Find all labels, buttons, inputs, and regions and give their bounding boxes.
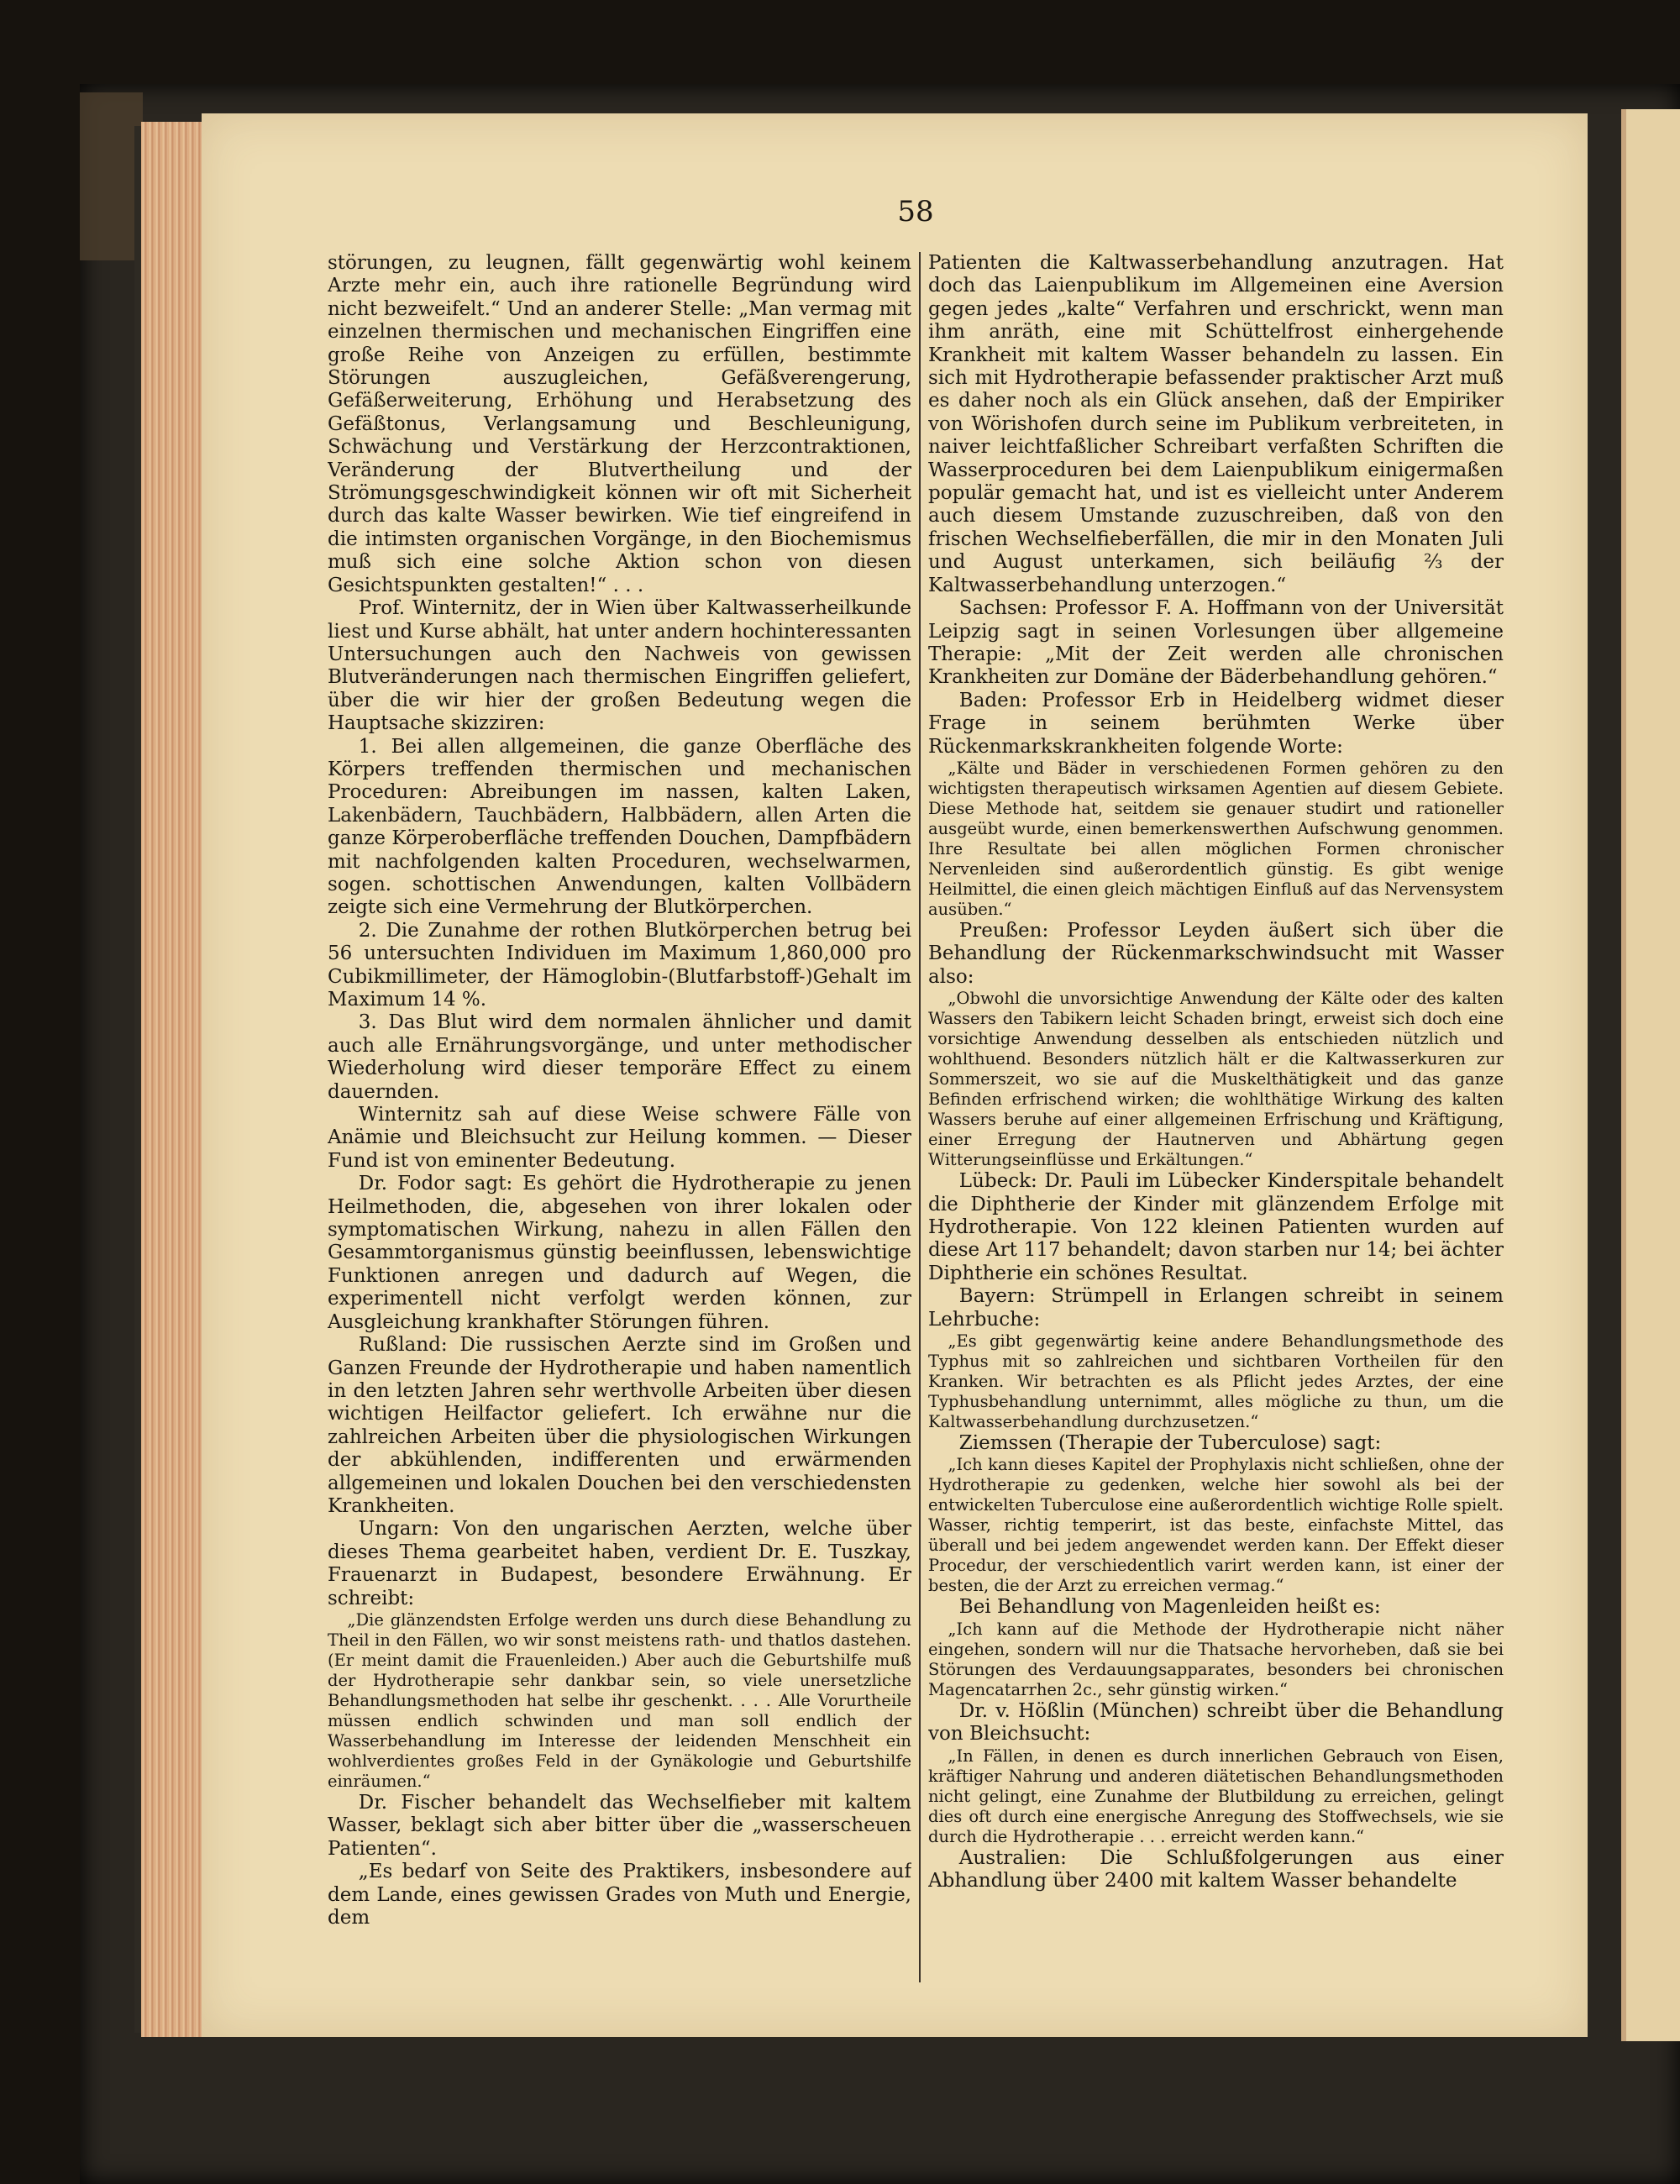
text-paragraph: 3. Das Blut wird dem normalen ähnlicher und damit auch alle Ernährungsvorgänge, und unter methodischer Wiederholung wird dieser temporäre Effect zu einem dauernden.: [328, 1011, 911, 1103]
text-paragraph: Winternitz sah auf diese Weise schwere Fälle von Anämie und Bleichsucht zur Heilung kommen. — Dieser Fund ist von eminenter Bedeutung.: [328, 1104, 911, 1172]
quotation-paragraph: „Kälte und Bäder in verschiedenen Formen gehören zu den wichtigsten therapeutisch wirksamen Agentien auf diesem Gebiete. Diese Methode hat, seitdem sie genauer studirt und rationeller ausgeübt wurde, einen bemerkenswerthen Aufschwung genommen. Ihre Resultate bei allen möglichen Formen chronischer Nervenleiden sind außerordentlich günstig. Es gibt wenige Heilmittel, die einen gleich mächtigen Einfluß auf das Nervensystem ausüben.“: [928, 758, 1504, 919]
quotation-paragraph: „In Fällen, in denen es durch innerlichen Gebrauch von Eisen, kräftiger Nahrung und anderen diätetischen Behandlungsmethoden nicht gelingt, eine Zunahme der Blutbildung zu erreichen, gelingt dies oft durch eine energische Anregung des Stoffwechsels, wie sie durch die Hydrotherapie . . . erreicht werden kann.“: [928, 1746, 1504, 1846]
spine-binding: [80, 92, 143, 260]
left-text-column: [328, 252, 911, 1982]
text-paragraph: Patienten die Kaltwasserbehandlung anzutragen. Hat doch das Laienpublikum im Allgemeinen eine Aversion gegen jedes „kalte“ Verfahren und erschrickt, wenn man ihm anräth, eine mit Schüttelfrost einhergehende Krankheit mit kaltem Wasser behandeln zu lassen. Ein sich mit Hydrotherapie befassender praktischer Arzt muß es daher noch als ein Glück ansehen, daß der Empiriker von Wörishofen durch seine im Publikum verbreiteten, in naiver leichtfaßlicher Schreibart verfaßten Schriften die Wasserproceduren bei dem Laienpublikum einigermaßen populär gemacht hat, und ist es vielleicht unter Anderem auch diesem Umstande zuzuschreiben, daß von den frischen Wechselfieberfällen, die mir in den Monaten Juli und August unterkamen, sich beiläufig ⅔ der Kaltwasserbehandlung unterzogen.“: [928, 252, 1504, 596]
text-paragraph: Prof. Winternitz, der in Wien über Kaltwasserheilkunde liest und Kurse abhält, hat unter andern hochinteressanten Untersuchungen auch den Nachweis von gewissen Blutveränderungen nach thermischen Eingriffen geliefert, über die wir hier der großen Bedeutung wegen die Hauptsache skizziren:: [328, 597, 911, 735]
quotation-paragraph: „Die glänzendsten Erfolge werden uns durch diese Behandlung zu Theil in den Fällen, wo wir sonst meistens rath- und thatlos dastehen. (Er meint damit die Frauenleiden.) Aber auch die Geburtshilfe muß der Hydrotherapie sehr dankbar sein, so viele unersetzliche Behandlungsmethoden hat selbe ihr geschenkt. . . . Alle Vorurtheile müssen endlich schwinden und man soll endlich der Wasserbehandlung im Interesse der leidenden Menschheit ein wohlverdientes großes Feld in der Gynäkologie und Geburtshilfe einräumen.“: [328, 1609, 911, 1791]
text-paragraph: störungen, zu leugnen, fällt gegenwärtig wohl keinem Arzte mehr ein, auch ihre rationelle Begründung wird nicht bezweifelt.“ Und an anderer Stelle: „Man vermag mit einzelnen thermischen und mechanischen Eingriffen eine große Reihe von Anzeigen zu erfüllen, bestimmte Störungen auszugleichen, Gefäßverengerung, Gefäßerweiterung, Erhöhung und Herabsetzung des Gefäßtonus, Verlangsamung und Beschleunigung, Schwächung und Verstärkung der Herzcontraktionen, Veränderung der Blutvertheilung und der Strömungsgeschwindigkeit können wir oft mit Sicherheit durch das kalte Wasser bewirken. Wie tief eingreifend in die intimsten organischen Vorgänge, in den Biochemismus muß sich eine solche Aktion schon von diesen Gesichtspunkten gestalten!“ . . .: [328, 252, 911, 596]
text-paragraph: Dr. v. Hößlin (München) schreibt über die Behandlung von Bleichsucht:: [928, 1699, 1504, 1746]
text-paragraph: „Es bedarf von Seite des Praktikers, insbesondere auf dem Lande, eines gewissen Grades von Muth und Energie, dem: [328, 1861, 911, 1929]
text-paragraph: Baden: Professor Erb in Heidelberg widmet dieser Frage in seinem berühmten Werke über Rückenmarkskrankheiten folgende Worte:: [928, 689, 1504, 758]
text-paragraph: Preußen: Professor Leyden äußert sich über die Behandlung der Rückenmarkschwindsucht mit Wasser also:: [928, 919, 1504, 988]
page-number: 58: [897, 195, 934, 228]
text-paragraph: Ungarn: Von den ungarischen Aerzten, welche über dieses Thema gearbeitet haben, verdient Dr. E. Tuszkay, Frauenarzt in Budapest, besondere Erwähnung. Er schreibt:: [328, 1518, 911, 1609]
quotation-paragraph: „Ich kann dieses Kapitel der Prophylaxis nicht schließen, ohne der Hydrotherapie zu gedenken, welche hier sowohl als bei der entwickelten Tuberculose eine außerordentlich wichtige Rolle spielt. Wasser, richtig temperirt, ist das beste, einfachste Mittel, das überall und bei jedem angewendet werden kann. Der Effekt dieser Procedur, der verschiedentlich varirt werden kann, ist einer der besten, die der Arzt zu erreichen vermag.“: [928, 1455, 1504, 1596]
text-paragraph: Lübeck: Dr. Pauli im Lübecker Kinderspitale behandelt die Diphtherie der Kinder mit glänzendem Erfolge mit Hydrotherapie. Von 122 kleinen Patienten wurden auf diese Art 117 behandelt; davon starben nur 14; bei ächter Diphtherie ein schönes Resultat.: [928, 1170, 1504, 1284]
quotation-paragraph: „Ich kann auf die Methode der Hydrotherapie nicht näher eingehen, sondern will nur die Thatsache hervorheben, daß sie bei Störungen des Verdauungsapparates, besonders bei chronischen Magencatarrhen 2c., sehr günstig wirken.“: [928, 1619, 1504, 1699]
column-divider: [919, 252, 921, 1982]
text-paragraph: Sachsen: Professor F. A. Hoffmann von der Universität Leipzig sagt in seinen Vorlesungen über allgemeine Therapie: „Mit der Zeit werden alle chronischen Krankheiten zur Domäne der Bäderbehandlung gehören.“: [928, 597, 1504, 689]
text-paragraph: 1. Bei allen allgemeinen, die ganze Oberfläche des Körpers treffenden thermischen und mechanischen Proceduren: Abreibungen im nassen, kalten Laken, Lakenbädern, Tauchbädern, Halbbädern, allen Arten die ganze Körperoberfläche treffenden Douchen, Dampfbädern mit nachfolgenden kalten Proceduren, wechselwarmen, sogen. schottischen Anwendungen, kalten Vollbädern zeigte sich eine Vermehrung der Blutkörperchen.: [328, 735, 911, 919]
quotation-paragraph: „Es gibt gegenwärtig keine andere Behandlungsmethode des Typhus mit so zahlreichen und sichtbaren Vortheilen für den Kranken. Wir betrachten es als Pflicht jedes Arztes, der eine Typhusbehandlung unternimmt, alles mögliche zu thun, um die Kaltwasserbehandlung durchzusetzen.“: [928, 1331, 1504, 1431]
text-paragraph: Bei Behandlung von Magenleiden heißt es:: [958, 1596, 1381, 1619]
text-paragraph: Australien: Die Schlußfolgerungen aus einer Abhandlung über 2400 mit kaltem Wasser behandelte: [928, 1846, 1504, 1893]
quotation-paragraph: „Obwohl die unvorsichtige Anwendung der Kälte oder des kalten Wassers den Tabikern leicht Schaden bringt, erweist sich doch eine vorsichtige Anwendung desselben als entschieden nützlich und wohlthuend. Besonders nützlich hält er die Kaltwasserkuren zur Sommerszeit, wo sie auf die Muskelthätigkeit und das ganze Befinden erfrischend wirken; die wohlthätige Wirkung des kalten Wassers beruhe auf einer allgemeinen Erfrischung und Kräftigung, einer Erregung der Hautnerven und Abhärtung gegen Witterungseinflüsse und Erkältungen.“: [928, 989, 1504, 1170]
text-paragraph: Ziemssen (Therapie der Tuberculose) sagt:: [958, 1432, 1382, 1454]
right-text-column: [928, 252, 1504, 1982]
text-paragraph: Bayern: Strümpell in Erlangen schreibt in seinem Lehrbuche:: [928, 1285, 1504, 1331]
text-paragraph: Dr. Fodor sagt: Es gehört die Hydrotherapie zu jenen Heilmethoden, die, abgesehen von ihrer lokalen oder symptomatischen Wirkung, nahezu in allen Fällen den Gesammtorganismus günstig beeinflussen, lebenswichtige Funktionen anregen und dadurch auf Wegen, die experimentell nicht verfolgt werden können, zur Ausgleichung krankhafter Störungen führen.: [328, 1173, 911, 1333]
text-paragraph: Dr. Fischer behandelt das Wechselfieber mit kaltem Wasser, beklagt sich aber bitter über die „wasserscheuen Patienten“.: [328, 1791, 911, 1860]
page-edges-stack: [141, 122, 208, 2037]
facing-page-edge: [1621, 109, 1680, 2041]
text-paragraph: Rußland: Die russischen Aerzte sind im Großen und Ganzen Freunde der Hydrotherapie und haben namentlich in den letzten Jahren sehr werthvolle Arbeiten über diesen wichtigen Heilfactor geliefert. Ich erwähne nur die zahlreichen Arbeiten über die physiologischen Wirkungen der abkühlenden, indifferenten und erwärmenden allgemeinen und lokalen Douchen bei den verschiedensten Krankheiten.: [328, 1334, 911, 1517]
text-paragraph: 2. Die Zunahme der rothen Blutkörperchen betrug bei 56 untersuchten Individuen im Maximum 1,860,000 pro Cubikmillimeter, der Hämoglobin-(Blutfarbstoff-)Gehalt im Maximum 14 %.: [328, 919, 911, 1011]
